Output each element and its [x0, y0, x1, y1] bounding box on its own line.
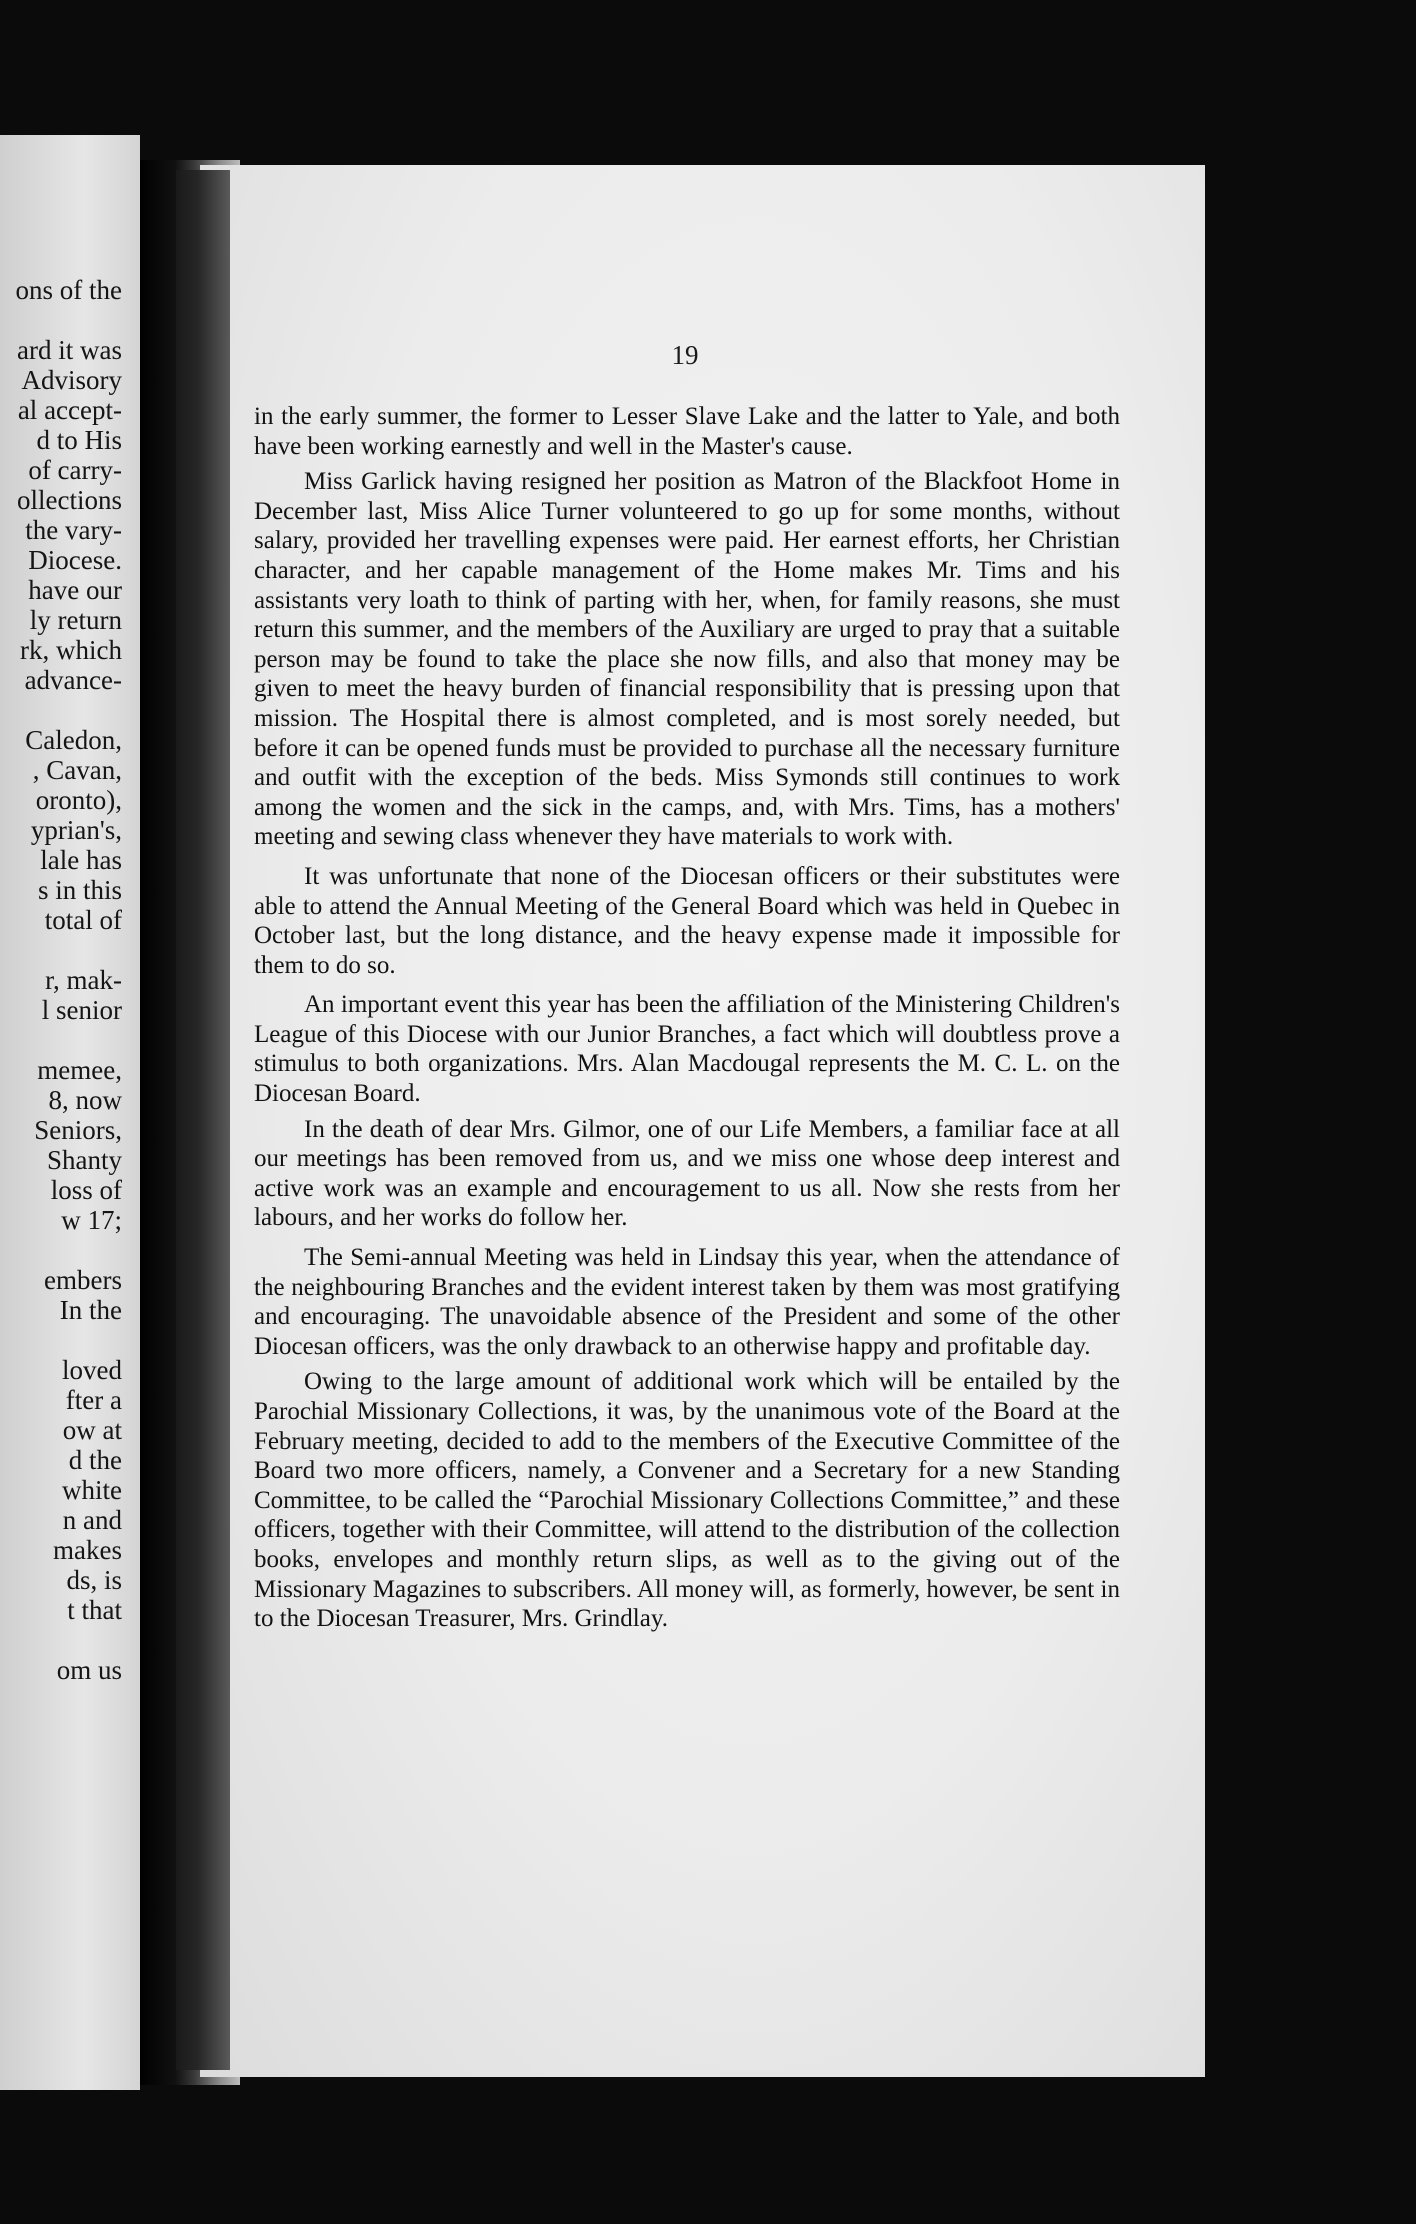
previous-page-line: loss of — [50, 1175, 122, 1205]
previous-page-line: advance- — [24, 665, 122, 695]
paragraph-mcl-affiliation: An important event this year has been the affiliation of the Ministering Children's League of this Diocese with our Junior Branches, a fact which will doubtless prove a stimulus to both organizations. Mrs. Alan Macdougal represents the M. C. L. on the Diocesan Board. — [254, 991, 1120, 1108]
previous-page-line: l senior — [41, 995, 122, 1025]
page-number: 19 — [671, 340, 699, 370]
binding-strip — [176, 170, 230, 2070]
previous-page-line: Diocese. — [28, 545, 122, 575]
page-body-text — [254, 402, 1120, 1634]
previous-page-line: ons of the — [15, 275, 122, 305]
paragraph-continuation: in the early summer, the former to Lesser Slave Lake and the latter to Yale, and both have been working earnestly and well in the Master's cause. — [254, 403, 1120, 460]
previous-page-line: Caledon, — [25, 725, 122, 755]
previous-page-line: embers — [44, 1265, 122, 1295]
previous-page-line: 8, now — [48, 1085, 122, 1115]
previous-page-line: the vary- — [25, 515, 122, 545]
previous-page-line: yprian's, — [30, 815, 122, 845]
paragraph-blackfoot-home: Miss Garlick having resigned her position as Matron of the Blackfoot Home in December last, Miss Alice Turner volunteered to go up for some months, without salary, provided her travelling expenses were paid. Her earnest efforts, her Christian character, and her capable management of the Home makes Mr. Tims and his assistants very loath to think of parting with her, when, for family reasons, she must return this summer, and the members of the Auxiliary are urged to pray that a suitable person may be found to take the place she now fills, and also that money may be given to meet the heavy burden of financial responsibility that is pressing upon that mission. The Hospital there is almost completed, and is most sorely needed, but before it can be opened funds must be provided to purchase all the necessary furniture and outfit with the exception of the beds. Miss Symonds still continues to work among the women and the sick in the camps, and, with Mrs. Tims, has a mothers' meeting and sewing class whenever they have materials to work with. — [254, 468, 1120, 851]
previous-page-line: ollections — [17, 485, 122, 515]
previous-page-line: Seniors, — [34, 1115, 122, 1145]
previous-page-line: total of — [44, 905, 122, 935]
previous-page-line: fter a — [65, 1385, 122, 1415]
previous-page-line: d to His — [36, 425, 122, 455]
previous-page-fragment — [0, 135, 140, 2090]
previous-page-line: , Cavan, — [32, 755, 122, 785]
previous-page-line: of carry- — [28, 455, 122, 485]
previous-page-line: n and — [62, 1505, 122, 1535]
previous-page-line: have our — [28, 575, 122, 605]
previous-page-line: w 17; — [61, 1205, 122, 1235]
previous-page-line: al accept- — [17, 395, 122, 425]
previous-page-line: lale has — [40, 845, 122, 875]
paragraph-annual-meeting: It was unfortunate that none of the Diocesan officers or their substitutes were able to attend the Annual Meeting of the General Board which was held in Quebec in October last, but the long distance, and the heavy expense made it impossible for them to do so. — [254, 862, 1120, 979]
paragraph-semi-annual-meeting: The Semi-annual Meeting was held in Lindsay this year, when the attendance of the neighbouring Branches and the evident interest taken by them was most gratifying and encouraging. The unavoidable absence of the President and some of the other Diocesan officers, was the only drawback to an otherwise happy and profitable day. — [254, 1244, 1120, 1360]
previous-page-line: d the — [68, 1445, 122, 1475]
previous-page-line: om us — [56, 1655, 122, 1685]
previous-page-line: In the — [59, 1295, 122, 1325]
paragraph-mrs-gilmor: In the death of dear Mrs. Gilmor, one of our Life Members, a familiar face at all our meetings has been removed from us, and we miss one whose deep interest and active work was an example and encouragement to us all. Now she rests from her labours, and her works do follow her. — [254, 1115, 1120, 1232]
previous-page-line: Shanty — [46, 1145, 122, 1175]
previous-page-line: ow at — [62, 1415, 122, 1445]
previous-page-line: rk, which — [20, 635, 122, 665]
previous-page-line: ard it was — [17, 335, 122, 365]
previous-page-line: memee, — [37, 1055, 122, 1085]
previous-page-line: oronto), — [35, 785, 122, 815]
previous-page-line: Advisory — [21, 365, 122, 395]
previous-page-line: r, mak- — [45, 965, 122, 995]
previous-page-line: loved — [62, 1355, 122, 1385]
previous-page-line: ds, is — [66, 1565, 122, 1595]
previous-page-line: white — [62, 1475, 122, 1505]
previous-page-line: makes — [53, 1535, 122, 1565]
previous-page-line: t that — [67, 1595, 122, 1625]
paragraph-parochial-collections: Owing to the large amount of additional work which will be entailed by the Parochial Missionary Collections, it was, by the unanimous vote of the Board at the February meeting, decided to add to the members of the Executive Committee of the Board two more officers, namely, a Convener and a Secretary for a new Standing Committee, to be called the “Parochial Missionary Collections Committee,” and these officers, together with their Committee, will attend to the distribution of the collection books, envelopes and monthly return slips, as well as to the giving out of the Missionary Magazines to subscribers. All money will, as formerly, however, be sent in to the Diocesan Treasurer, Mrs. Grindlay. — [254, 1368, 1120, 1633]
previous-page-line: s in this — [37, 875, 122, 905]
previous-page-line: ly return — [29, 605, 122, 635]
